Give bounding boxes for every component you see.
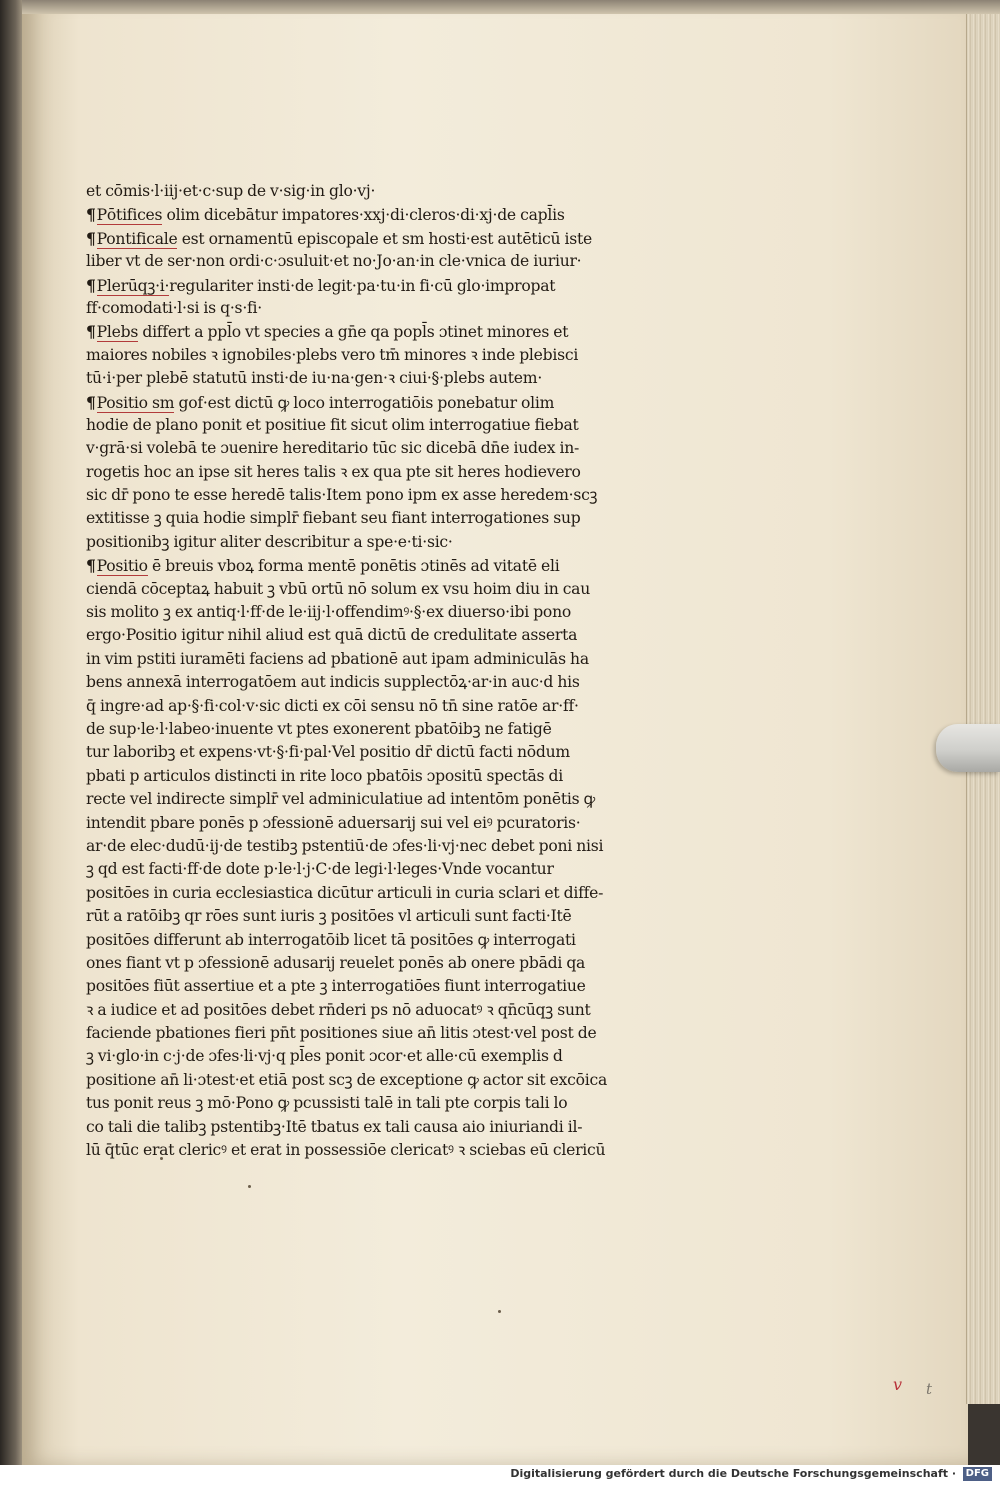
text-line — [86, 367, 681, 390]
line-text: rūt a ratōibꝫ qr rōes sunt iuris ꝫ positōes vl articuli sunt facti·Itē — [86, 907, 572, 926]
line-text: liber vt de ser·non ordi·c·ɔsuluit·et no·Jo·an·in cle·vnica de iuriur· — [86, 252, 582, 271]
rubricated-lemma: Pōtifices — [96, 206, 163, 225]
text-line — [86, 671, 681, 694]
line-text: sic dr̄ pono te esse heredē talis·Item pono ipm ex asse heredem·scꝫ — [86, 486, 598, 505]
text-line — [86, 718, 681, 741]
line-text: tus ponit reus ꝫ mō·Pono ꝙ pcussisti talē in tali pte corpis tali lo — [86, 1094, 568, 1113]
line-text: ergo·Positio igitur nihil aliud est quā dictū de credulitate asserta — [86, 626, 578, 645]
text-line — [86, 320, 681, 343]
line-text: gof·est dictū ꝙ loco interrogatiōis ponebatur olim — [174, 393, 555, 412]
text-line — [86, 835, 681, 858]
text-line — [86, 461, 681, 484]
line-text: ar·de elec·dudū·ij·de testibꝫ pstentiū·de ɔfes·li·vj·nec debet poni nisi — [86, 836, 604, 855]
text-line — [86, 905, 681, 928]
line-text: differt a ppl̄o vt species a gn̄e qa popl̄s ɔtinet minores et — [138, 323, 569, 342]
incunable-text-block — [86, 180, 681, 1162]
folio-mark-secondary: t — [926, 1380, 933, 1398]
line-text: bens annexā interrogatōem aut indicis supplectōꝝ·ar·in auc·d his — [86, 673, 580, 692]
line-text: rogetis hoc an ipse sit heres talis ꝛ ex qua pte sit heres hodievero — [86, 462, 581, 481]
text-line — [86, 1069, 681, 1092]
paragraph-mark-icon: ¶ — [86, 275, 96, 295]
line-text: intendit pbare ponēs p ɔfessionē aduersarij sui vel eiꝰ pcuratoris· — [86, 813, 581, 832]
text-line — [86, 578, 681, 601]
line-text: hodie de plano ponit et positiue fit sicut olim interrogatiue fiebat — [86, 415, 579, 434]
line-text: pbati p articulos distincti in rite loco pbatōis ɔpositū spectās di — [86, 766, 563, 785]
text-line — [86, 624, 681, 647]
text-line — [86, 297, 681, 320]
line-text: ꝫ vi·glo·in c·j·de ɔfes·li·vj·q pl̄es ponit ɔcor·et alle·cū exemplis d — [86, 1047, 563, 1066]
text-line — [86, 882, 681, 905]
line-text: faciende pbationes fieri pn̄t positiones siue an̄ litis ɔtest·vel post de — [86, 1024, 597, 1043]
text-line — [86, 695, 681, 718]
line-text: extitisse ꝫ quia hodie simplr̄ fiebant seu fiant interrogationes sup — [86, 509, 581, 528]
line-text: sis molito ꝫ ex antiq·l·ff·de le·iij·l·offendimꝰ·§·ex diuerso·ibi pono — [86, 603, 572, 622]
text-line — [86, 1045, 681, 1068]
line-text: ꝫ qd est facti·ff·de dote p·le·l·j·C·de legi·l·leges·Vnde vocantur — [86, 860, 554, 879]
rubricated-lemma: Positio sm — [96, 393, 175, 412]
line-text: q̄ ingre·ad ap·§·fi·col·v·sic dicti ex cōi sensu nō tn̄ sine ratōe ar·ff· — [86, 696, 579, 715]
rubricated-lemma: Positio — [96, 557, 148, 576]
text-line — [86, 203, 681, 226]
text-line — [86, 999, 681, 1022]
text-line — [86, 507, 681, 530]
line-text: positionibꝫ igitur aliter describitur a spe·e·ti·sic· — [86, 532, 453, 551]
text-line — [86, 952, 681, 975]
line-text: positōes differunt ab interrogatōib licet tā positōes ꝙ interrogati — [86, 930, 576, 949]
text-line — [86, 1139, 681, 1162]
line-text: ciendā cōceptaꝝ habuit ꝫ vbū ortū nō solum ex vsu hoim diu in cau — [86, 579, 591, 598]
text-line — [86, 531, 681, 554]
text-line — [86, 1116, 681, 1139]
text-line — [86, 648, 681, 671]
line-text: co tali die talibꝫ pstentibꝫ·Itē tbatus ex tali causa aio iniuriandi il- — [86, 1117, 583, 1136]
line-text: est ornamentū episcopale et sm hosti·est autēticū iste — [177, 229, 593, 248]
page-stack-edge — [966, 14, 1000, 1404]
text-line — [86, 414, 681, 437]
paragraph-mark-icon: ¶ — [86, 322, 96, 342]
line-text: ē breuis vboꝝ forma mentē ponētis ɔtinēs ad vitatē eli — [147, 557, 560, 576]
ink-speck — [498, 1310, 501, 1313]
line-text: ff·comodati·l·si is q·s·fi· — [86, 298, 262, 317]
line-text: lū q̄tūc erat clericꝰ et erat in possessiōe clericatꝰ ꝛ sciebas eū clericū — [86, 1141, 606, 1160]
line-text: tū·i·per plebē statutū insti·de iu·na·gen·ꝛ ciui·§·plebs autem· — [86, 369, 543, 388]
text-line — [86, 274, 681, 297]
paragraph-mark-icon: ¶ — [86, 228, 96, 248]
text-line — [86, 391, 681, 414]
text-line — [86, 227, 681, 250]
line-text: in vim pstiti iuramēti faciens ad pbationē aut ipam adminiculās ha — [86, 649, 589, 668]
paragraph-mark-icon: ¶ — [86, 556, 96, 576]
page-top-edge — [22, 0, 1000, 14]
text-line — [86, 1092, 681, 1115]
text-line — [86, 858, 681, 881]
clamp-clip — [936, 724, 1000, 772]
line-text: ones fiant vt p ɔfessionē adusarij reuelet ponēs ab onere pbādi qa — [86, 953, 586, 972]
ink-speck — [248, 1185, 251, 1188]
line-text: regulariter insti·de legit·pa·tu·in fi·cū glo·impropat — [169, 276, 556, 295]
rubricated-lemma: Pontificale — [96, 229, 178, 248]
text-line — [86, 975, 681, 998]
rubricated-lemma: Plerūqꝫ·i· — [96, 276, 170, 295]
text-line — [86, 765, 681, 788]
line-text: maiores nobiles ꝛ ignobiles·plebs vero tm̄ minores ꝛ inde plebisci — [86, 345, 579, 364]
text-line — [86, 554, 681, 577]
rubricated-lemma: Plebs — [96, 323, 139, 342]
text-line — [86, 601, 681, 624]
text-line — [86, 812, 681, 835]
text-line — [86, 1022, 681, 1045]
line-text: recte vel indirecte simplr̄ vel adminiculatiue ad intentōm ponētis ꝙ — [86, 790, 595, 809]
line-text: positōes fiūt assertiue et a pte ꝫ interrogatiōes fiunt interrogatiue — [86, 977, 586, 996]
footer-credit: Digitalisierung gefördert durch die Deutsche Forschungsgemeinschaft · — [510, 1467, 956, 1480]
line-text: ꝛ a iudice et ad positōes debet rn̄deri ps nō aduocatꝰ ꝛ qn̄cūqꝫ sunt — [86, 1000, 591, 1019]
paragraph-mark-icon: ¶ — [86, 392, 96, 412]
line-text: v·grā·si volebā te ɔuenire hereditario tūc sic dicebā dn̄e iudex in- — [86, 439, 580, 458]
text-line — [86, 437, 681, 460]
text-line — [86, 741, 681, 764]
folio-mark: v — [893, 1375, 903, 1394]
line-text: olim dicebātur impatores·xxj·di·cleros·di·xj·de capl̄is — [162, 206, 565, 225]
text-line — [86, 929, 681, 952]
line-text: positōes in curia ecclesiastica dicūtur articuli in curia sclari et diffe- — [86, 883, 604, 902]
text-line — [86, 788, 681, 811]
paragraph-mark-icon: ¶ — [86, 205, 96, 225]
text-line — [86, 484, 681, 507]
line-text: et cōmis·l·iij·et·c·sup de v·sig·in glo·vj· — [86, 182, 376, 200]
text-line — [86, 250, 681, 273]
line-text: tur laboribꝫ et expens·vt·§·fi·pal·Vel positio dr̄ dictū facti nōdum — [86, 743, 570, 762]
text-line — [86, 344, 681, 367]
line-text: de sup·le·l·labeo·inuente vt ptes exonerent pbatōibꝫ ne fatigē — [86, 719, 552, 738]
line-text: positione an̄ li·ɔtest·et etiā post scꝫ de exceptione ꝙ actor sit excōica — [86, 1070, 607, 1089]
dfg-logo: DFG — [963, 1467, 992, 1481]
text-line — [86, 180, 681, 203]
